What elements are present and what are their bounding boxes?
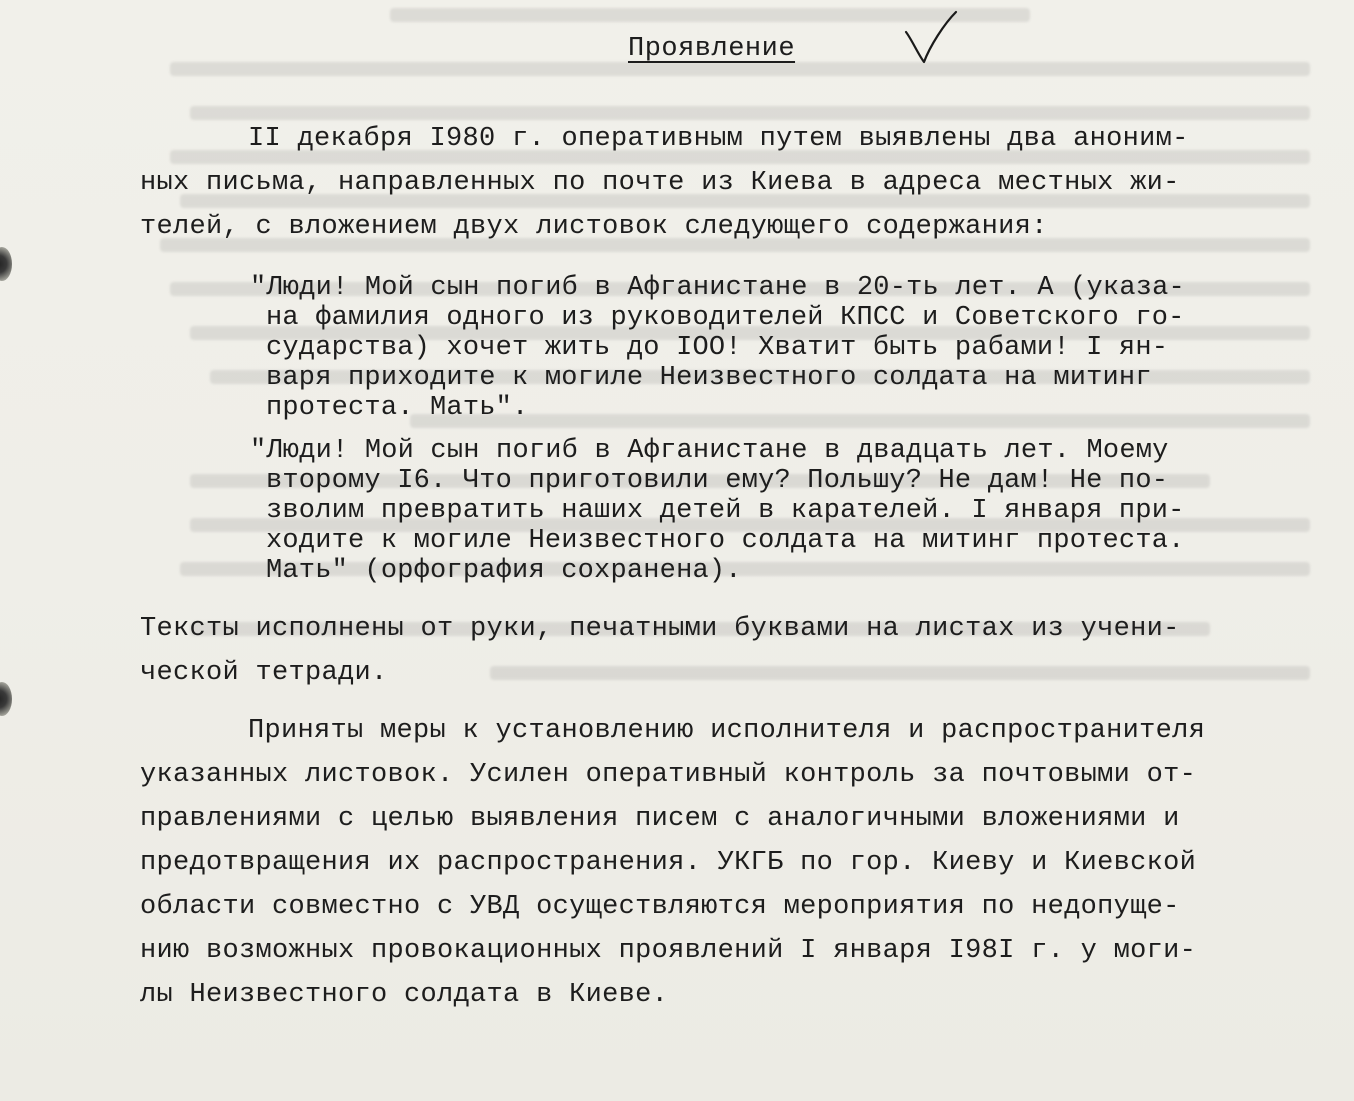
text-line: ходите к могиле Неизвестного солдата на митинг протеста. — [266, 526, 1185, 556]
text-line: правлениями с целью выявления писем с аналогичными вложениями и — [140, 804, 1180, 834]
text-line: "Люди! Мой сын погиб в Афганистане в двадцать лет. Моему — [250, 436, 1169, 466]
text-line: указанных листовок. Усилен оперативный контроль за почтовыми от- — [140, 760, 1197, 790]
text-line: телей, с вложением двух листовок следующего содержания: — [140, 212, 1048, 242]
text-line: Мать" (орфография сохранена). — [266, 556, 742, 586]
text-line: второму I6. Что приготовили ему? Польшу? Не дам! Не по- — [266, 466, 1169, 496]
text-line: на фамилия одного из руководителей КПСС и Советского го- — [266, 303, 1185, 333]
text-line: протеста. Мать". — [266, 393, 529, 423]
text-line: лы Неизвестного солдата в Киеве. — [140, 980, 669, 1010]
text-line: сударства) хочет жить до IOO! Хватит быть рабами! I ян- — [266, 333, 1169, 363]
text-line: Тексты исполнены от руки, печатными буквами на листах из учени- — [140, 614, 1180, 644]
text-line: Приняты меры к установлению исполнителя и распространителя — [248, 716, 1206, 746]
text-line: ческой тетради. — [140, 658, 388, 688]
document-title: Проявление — [628, 34, 796, 64]
text-line: предотвращения их распространения. УКГБ по гор. Киеву и Киевской — [140, 848, 1197, 878]
text-line: нию возможных провокационных проявлений I января I98I г. у моги- — [140, 936, 1197, 966]
text-line: зволим превратить наших детей в карателей. I января при- — [266, 496, 1185, 526]
text-line: области совместно с УВД осуществляются мероприятия по недопуще- — [140, 892, 1180, 922]
text-line: II декабря I980 г. оперативным путем выявлены два аноним- — [248, 124, 1189, 154]
checkmark-icon — [900, 10, 960, 66]
text-line: варя приходите к могиле Неизвестного солдата на митинг — [266, 363, 1152, 393]
text-line: ных письма, направленных по почте из Киева в адреса местных жи- — [140, 168, 1180, 198]
binder-hole — [0, 247, 12, 281]
text-line: "Люди! Мой сын погиб в Афганистане в 20-ть лет. А (указа- — [250, 273, 1185, 303]
binder-hole — [0, 682, 12, 716]
